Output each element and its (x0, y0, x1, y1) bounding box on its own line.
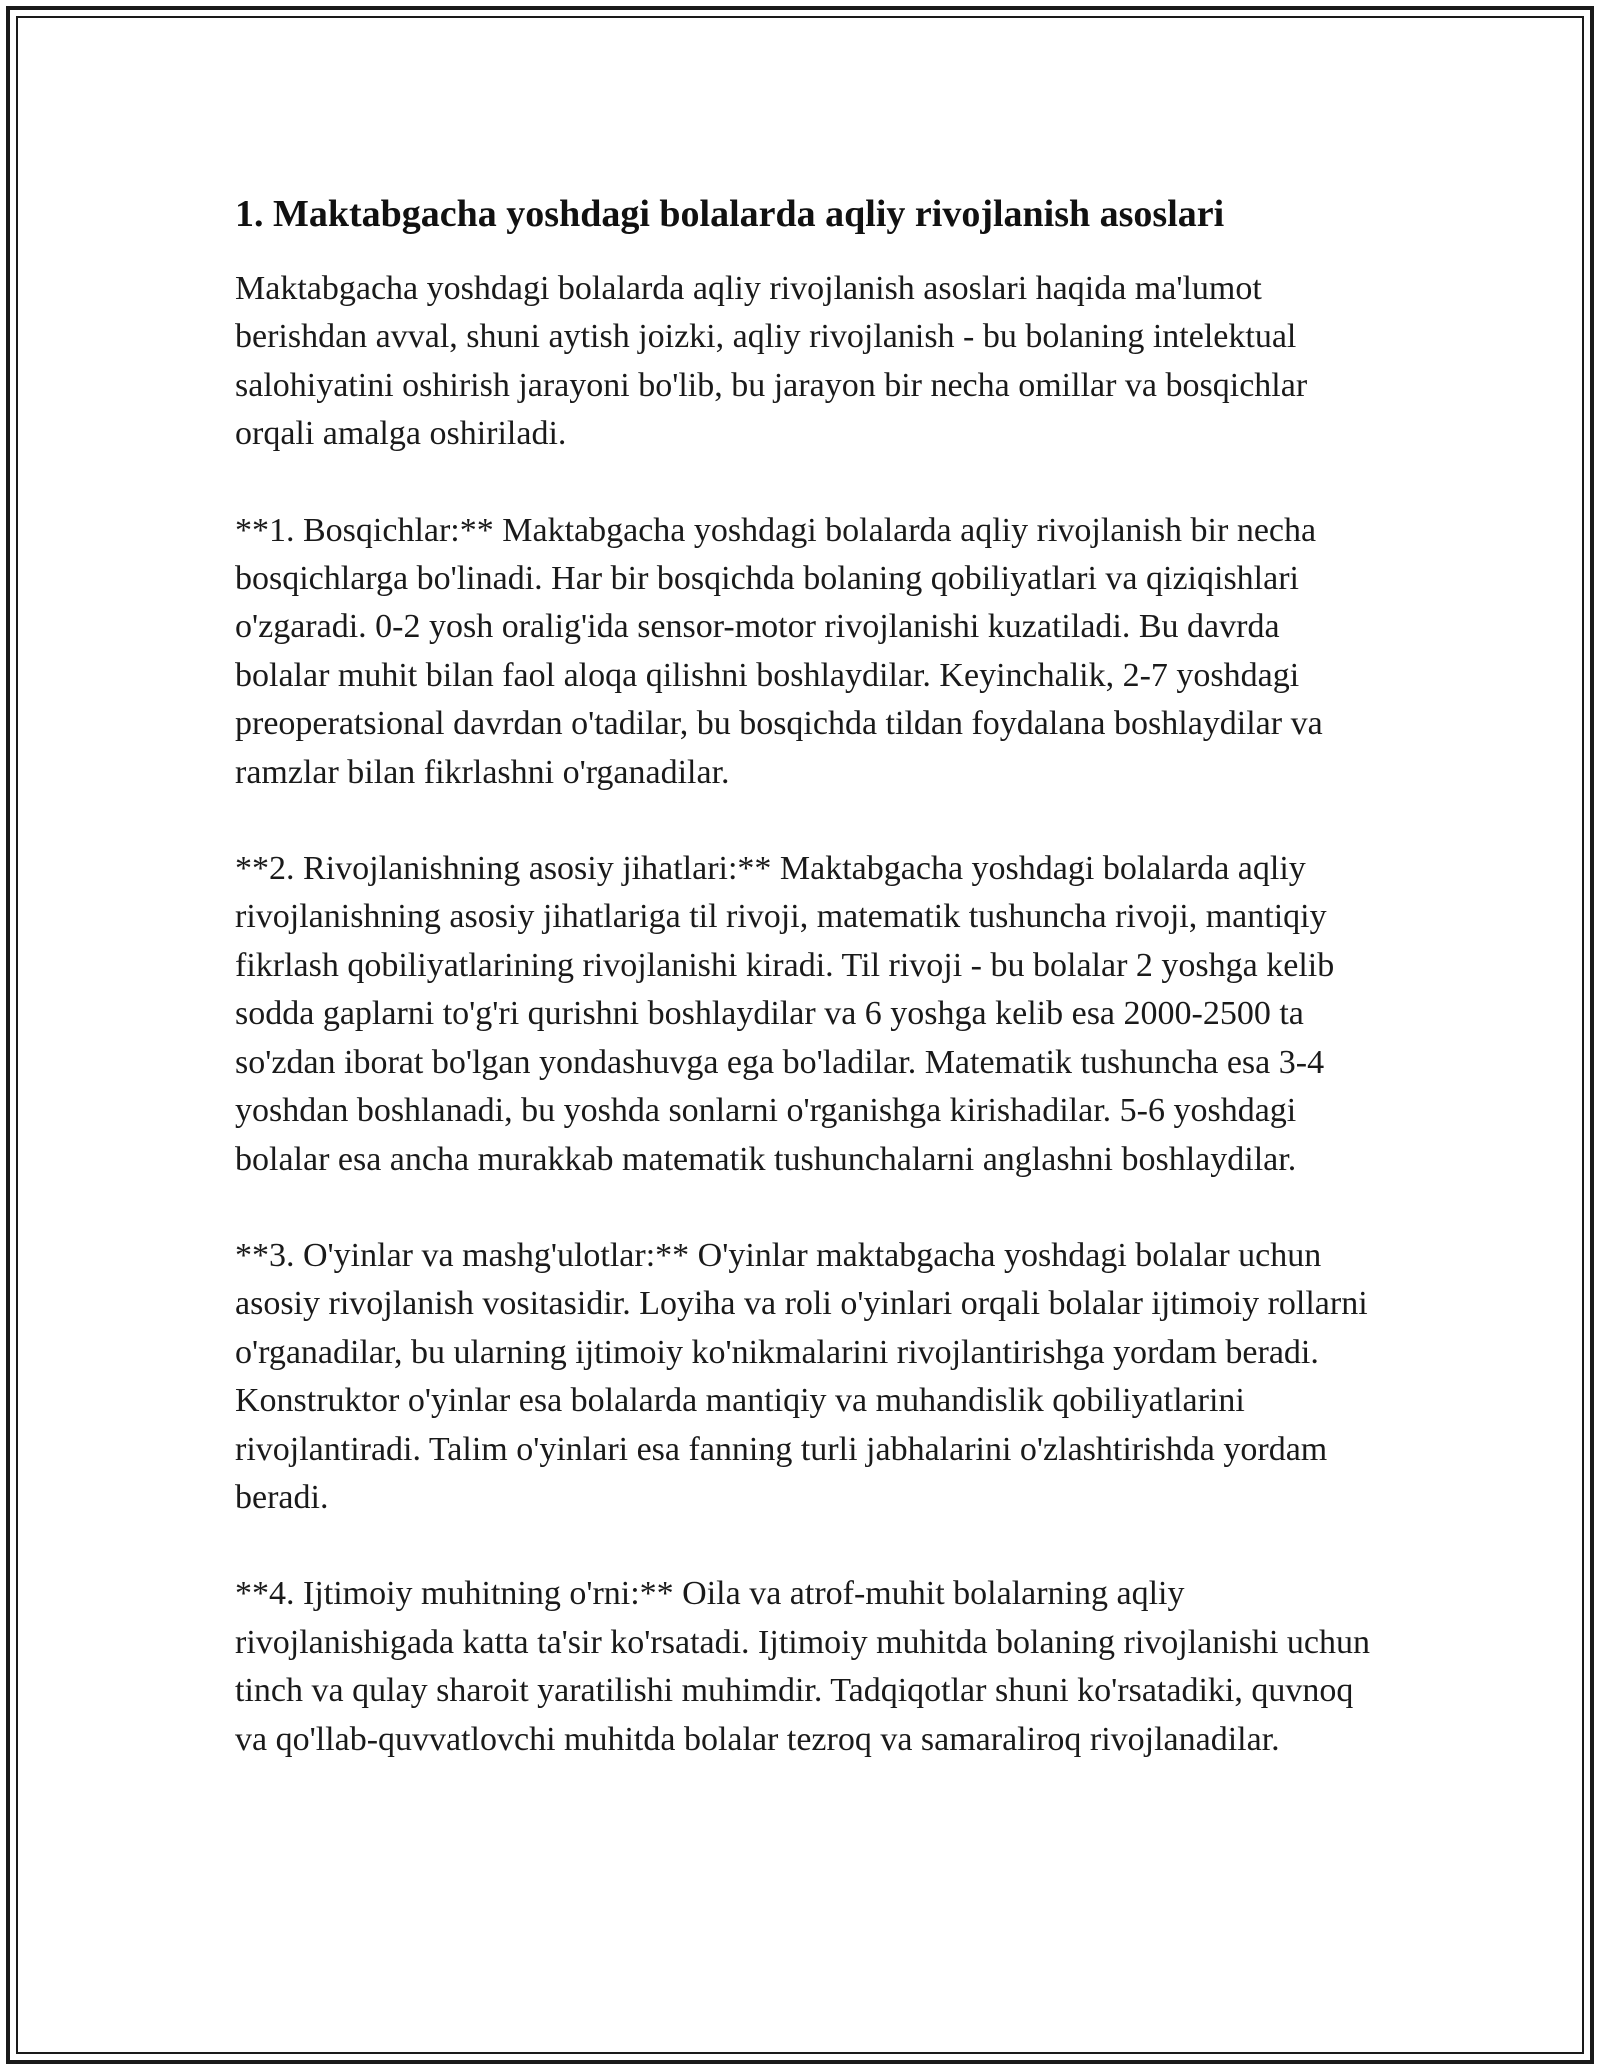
paragraph-rivojlanish-jihatlari: **2. Rivojlanishning asosiy jihatlari:** Maktabgacha yoshdagi bolalarda aqliy rivojlanishning asosiy jihatlariga til rivoji, matematik tushuncha rivoji, mantiqiy fikrlash qobiliyatlarining rivojlanishi kiradi. Til rivoji - bu bolalar 2 yoshga kelib sodda gaplarni to'g'ri qurishni boshlaydilar va 6 yoshga kelib esa 2000-2500 ta so'zdan iborat bo'lgan yondashuvga ega bo'ladilar. Matematik tushuncha esa 3-4 yoshdan boshlanadi, bu yoshda sonlarni o'rganishga kirishadilar. 5-6 yoshdagi bolalar esa ancha murakkab matematik tushunchalarni anglashni boshlaydilar. (235, 850, 1335, 1178)
paragraph-ijtimoiy-muhit: **4. Ijtimoiy muhitning o'rni:** Oila va atrof-muhit bolalarning aqliy rivojlanishigada katta ta'sir ko'rsatadi. Ijtimoiy muhitda bolaning rivojlanishi uchun tinch va qulay sharoit yaratilishi muhimdir. Tadqiqotlar shuni ko'rsatadiki, quvnoq va qo'llab-quvvatlovchi muhitda bolalar tezroq va samaraliroq rivojlanadilar. (235, 1575, 1370, 1758)
paragraph-intro: Maktabgacha yoshdagi bolalarda aqliy rivojlanish asoslari haqida ma'lumot berishdan avval, shuni aytish joizki, aqliy rivojlanish - bu bolaning intelektual salohiyatini oshirish jarayoni bo'lib, bu jarayon bir necha omillar va bosqichlar orqali amalga oshiriladi. (235, 270, 1308, 453)
paragraph-oyinlar: **3. O'yinlar va mashg'ulotlar:** O'yinlar maktabgacha yoshdagi bolalar uchun asosiy rivojlanish vositasidir. Loyiha va roli o'yinlari orqali bolalar ijtimoiy rollarni o'rganadilar, bu ularning ijtimoiy ko'nikmalarini rivojlantirishga yordam beradi. Konstruktor o'yinlar esa bolalarda mantiqiy va muhandislik qobiliyatlarini rivojlantiradi. Talim o'yinlari esa fanning turli jabhalarini o'zlashtirishda yordam beradi. (235, 1236, 1368, 1516)
document-body (235, 185, 1375, 1764)
document-title: 1. Maktabgacha yoshdagi bolalarda aqliy rivojlanish asoslari (235, 193, 1225, 235)
paragraph-bosqichlar: **1. Bosqichlar:** Maktabgacha yoshdagi bolalarda aqliy rivojlanish bir necha bosqichlarga bo'linadi. Har bir bosqichda bolaning qobiliyatlari va qiziqishlari o'zgaradi. 0-2 yosh oralig'ida sensor-motor rivojlanishi kuzatiladi. Bu davrda bolalar muhit bilan faol aloqa qilishni boshlaydilar. Keyinchalik, 2-7 yoshdagi preoperatsional davrdan o'tadilar, bu bosqichda tildan foydalana boshlaydilar va ramzlar bilan fikrlashni o'rganadilar. (235, 511, 1323, 791)
